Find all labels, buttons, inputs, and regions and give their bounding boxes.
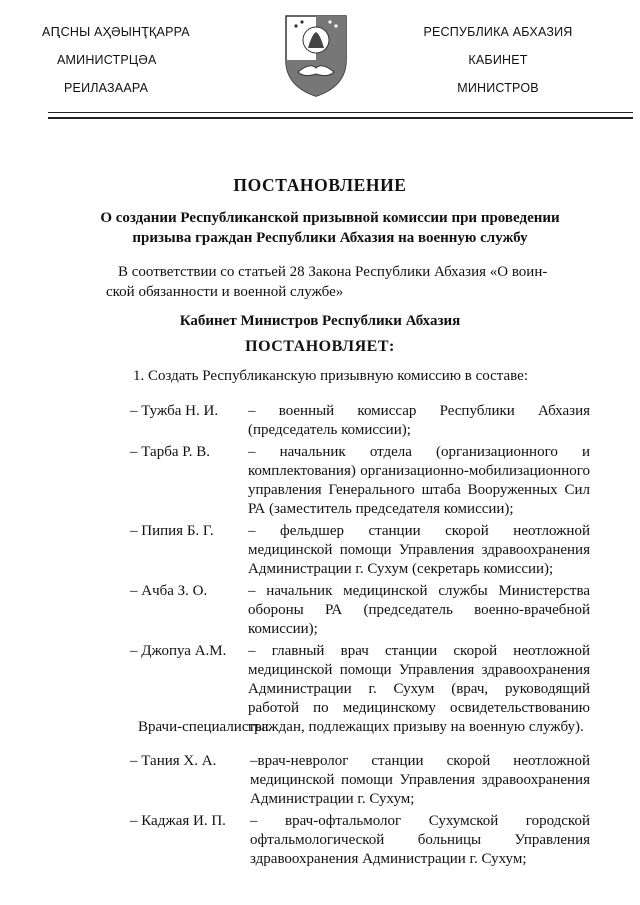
member-role: – фельдшер станции скорой неотложной медицинской помощи Управления здравоохранения Администрации г. Сухум (секретарь комиссии); [248,523,590,577]
list-item [130,582,590,639]
list-item [130,443,590,519]
header-divider-thick [48,117,633,119]
member-name: – Тарба Р. В. [130,444,210,460]
member-role: – главный врач станции скорой неотложной медицинской помощи Управления здравоохранения Администрации г. Сухум (врач, руководящий работой по медицинскому освидетельствованию граждан, подлежащих призыву на военную службу). [248,643,590,735]
member-name: – Пипия Б. Г. [130,523,214,539]
member-name: – Тужба Н. И. [130,403,219,419]
header-left-block [42,20,192,104]
member-role: – военный комиссар Республики Абхазия (председатель комиссии); [248,403,590,438]
legal-basis-paragraph [106,262,583,302]
header-left-line-3: РЕИЛАЗААРА [64,81,149,95]
document-title: ПОСТАНОВЛЕНИЕ [233,175,407,195]
specialists-list [130,752,590,872]
legal-basis-line-2: ской обязанности и военной службе» [106,284,344,300]
document-subject: О создании Республиканской призывной комиссии при проведении призыва граждан Республики Абхазия на военную службу [100,210,560,246]
coat-of-arms-icon [282,12,350,98]
issuing-body: Кабинет Министров Республики Абхазия [179,313,461,329]
header-right-line-2: КАБИНЕТ [468,53,528,67]
decree-item-1: 1. Создать Республиканскую призывную комиссию в составе: [133,368,528,384]
member-role: – начальник отдела (организационного и комплектования) организационно-мобилизационного управления Генерального штаба Вооруженных Сил РА (заместитель председателя комиссии); [248,444,590,517]
header-right-block [398,20,598,104]
specialist-role: – врач-офтальмолог Сухумской городской офтальмологической больницы Управления здравоохранения Администрации г. Сухум; [250,813,590,867]
header-left-line-2: АМИНИСТРЦӘА [57,53,157,67]
header-right-line-3: МИНИСТРОВ [457,81,539,95]
list-item [130,522,590,579]
commission-members-list [130,402,590,740]
header-divider-thin [48,112,633,113]
specialist-name: – Тания Х. А. [130,753,217,769]
specialist-name: – Каджая И. П. [130,813,226,829]
member-name: – Джопуа А.М. [130,643,227,659]
header-left-line-1: АԤСНЫ АҲӘЫНҬҚАРРА [42,25,190,39]
specialist-role: –врач-невролог станции скорой неотложной медицинской помощи Управления здравоохранения Администрации г. Сухум; [250,753,590,807]
member-name: – Ачба З. О. [130,583,208,599]
list-item [130,752,590,809]
header-right-line-1: РЕСПУБЛИКА АБХАЗИЯ [423,25,573,39]
decree-heading: ПОСТАНОВЛЯЕТ: [245,338,395,355]
member-role: – начальник медицинской службы Министерства обороны РА (председатель военно-врачебной комиссии); [248,583,590,637]
list-item [130,402,590,440]
specialists-heading: Врачи-специалисты: [138,719,270,735]
legal-basis-line-1: В соответствии со статьей 28 Закона Республики Абхазия «О воин- [118,264,548,280]
list-item [130,812,590,869]
